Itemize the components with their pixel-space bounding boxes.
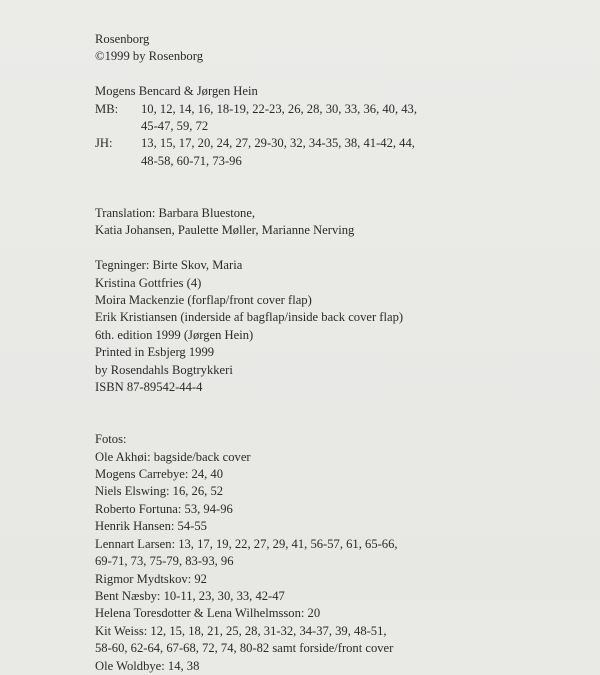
production-line: Printed in Esbjerg 1999 xyxy=(95,345,215,360)
publisher-name: Rosenborg xyxy=(95,32,150,46)
photo-credit-line: Roberto Fortuna: 53, 94-96 xyxy=(95,501,233,516)
photo-credit-line: Rigmor Mydtskov: 92 xyxy=(95,571,207,586)
spacer xyxy=(95,170,575,187)
author-credit-line: 10, 12, 14, 16, 18-19, 22-23, 26, 28, 30, 33, 36, 40, 43, xyxy=(141,101,418,116)
publisher-block xyxy=(95,31,575,66)
translation-line: Translation: Barbara Bluestone, xyxy=(95,206,256,221)
translation-line: Katia Johansen, Paulette Møller, Marianne Nerving xyxy=(95,223,355,238)
photo-credit-line: Ole Akhøi: bagside/back cover xyxy=(95,449,251,464)
spacer xyxy=(95,414,575,431)
authors-block xyxy=(95,83,575,170)
production-block xyxy=(95,257,575,396)
copyright-line: ©1999 by Rosenborg xyxy=(95,49,203,64)
photo-credit-line: Mogens Carrebye: 24, 40 xyxy=(95,467,224,482)
photo-credit-line: 58-60, 62-64, 67-68, 72, 74, 80-82 samt forside/front cover xyxy=(95,641,394,656)
production-line: Kristina Gottfries (4) xyxy=(95,275,202,290)
photos-block xyxy=(95,431,575,675)
author-credit-line: 45-47, 59, 72 xyxy=(141,119,209,134)
author-credit-key: MB: xyxy=(95,101,119,116)
production-line: Moira Mackenzie (forflap/front cover flap) xyxy=(95,293,312,308)
spacer xyxy=(95,188,575,205)
isbn-line: ISBN 87-89542-44-4 xyxy=(95,380,203,395)
translation-block xyxy=(95,205,575,240)
photo-credit-line: Lennart Larsen: 13, 17, 19, 22, 27, 29, 41, 56-57, 61, 65-66, xyxy=(95,536,398,551)
photo-credit-line: Ole Woldbye: 14, 38 xyxy=(95,658,200,673)
production-line: Erik Kristiansen (inderside af bagflap/inside back cover flap) xyxy=(95,310,404,325)
photo-credit-line: Helena Toresdotter & Lena Wilhelmsson: 20 xyxy=(95,606,321,621)
photo-credit-line: Henrik Hansen: 54-55 xyxy=(95,519,207,534)
author-credit-row xyxy=(95,101,575,136)
spacer xyxy=(95,240,575,257)
colophon xyxy=(95,31,575,675)
production-line: 6th. edition 1999 (Jørgen Hein) xyxy=(95,327,254,342)
spacer xyxy=(95,396,575,413)
photo-credit-line: Niels Elswing: 16, 26, 52 xyxy=(95,484,224,499)
author-credit-pages xyxy=(141,101,575,136)
author-credit-pages xyxy=(141,135,575,170)
author-credit-line: 48-58, 60-71, 73-96 xyxy=(141,153,242,168)
production-line: Tegninger: Birte Skov, Maria xyxy=(95,258,243,273)
production-line: by Rosendahls Bogtrykkeri xyxy=(95,362,233,377)
photos-heading: Fotos: xyxy=(95,432,127,447)
photo-credit-line: Kit Weiss: 12, 15, 18, 21, 25, 28, 31-32, 34-37, 39, 48-51, xyxy=(95,623,387,638)
author-names: Mogens Bencard & Jørgen Hein xyxy=(95,84,258,99)
author-credit-line: 13, 15, 17, 20, 24, 27, 29-30, 32, 34-35, 38, 41-42, 44, xyxy=(141,136,415,151)
photo-credit-line: Bent Næsby: 10-11, 23, 30, 33, 42-47 xyxy=(95,588,285,603)
author-credit-row xyxy=(95,135,575,170)
author-credit-key: JH: xyxy=(95,136,113,151)
photo-credit-line: 69-71, 73, 75-79, 83-93, 96 xyxy=(95,554,234,569)
spacer xyxy=(95,66,575,83)
